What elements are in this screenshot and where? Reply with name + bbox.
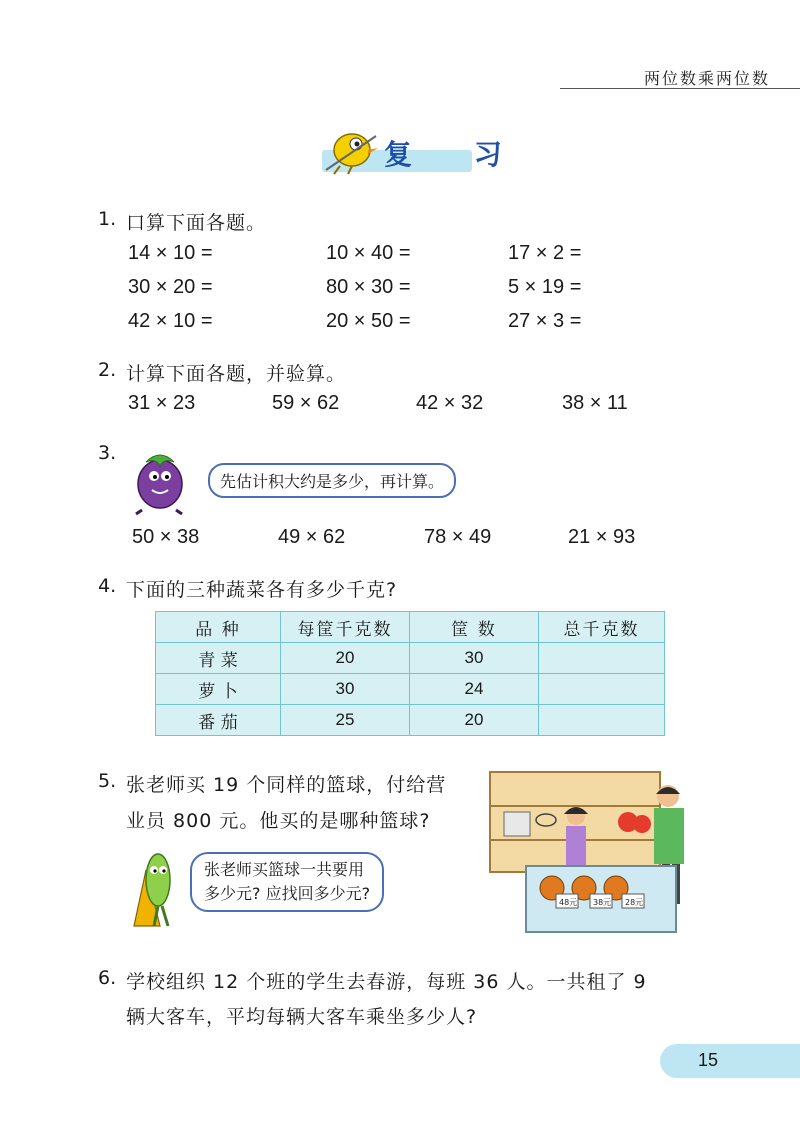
q5-number: 5. [98,770,117,792]
q1-expr: 5 × 19 = [508,276,582,298]
q1-text: 口算下面各题。 [126,212,267,234]
table-cell: 25 [281,705,410,736]
q6-line1: 学校组织 12 个班的学生去春游，每班 36 人。一共租了 9 [126,971,647,993]
pea-pod-mascot-icon [124,840,184,930]
q4-number: 4. [98,575,117,597]
q3-expr: 50 × 38 [132,526,200,548]
q4-text: 下面的三种蔬菜各有多少千克? [126,579,398,601]
page-number: 15 [698,1050,719,1070]
q5-hint-line2: 多少元? 应找回多少元? [204,884,371,903]
table-row [156,705,665,736]
price-tag-48: 48元 [559,898,578,907]
q5-hint-line1: 张老师买篮球一共要用 [204,860,365,879]
table-cell [539,643,665,674]
q2-number: 2. [98,359,117,381]
q1-expr: 17 × 2 = [508,242,582,264]
q2-expr: 42 × 32 [416,392,484,414]
table-header: 每筐千克数 [281,612,410,643]
table-cell: 30 [281,674,410,705]
q5-line2: 业员 800 元。他买的是哪种篮球? [126,810,431,832]
q3-expr: 21 × 93 [568,526,636,548]
q1-number: 1. [98,208,117,230]
price-tag-28: 28元 [625,898,644,907]
table-cell: 青 菜 [156,643,281,674]
q3-expr: 78 × 49 [424,526,492,548]
table-header: 品 种 [156,612,281,643]
table-cell: 30 [410,643,539,674]
chapter-title: 两位数乘两位数 [643,69,770,88]
table-header-row [156,612,665,643]
table-row [156,674,665,705]
q3-expr: 49 × 62 [278,526,346,548]
q1-expr: 42 × 10 = [128,310,213,332]
table-cell [539,705,665,736]
eggplant-mascot-icon [124,436,194,516]
q5-line1: 张老师买 19 个同样的篮球，付给营 [126,774,447,796]
q3-hint-bubble [208,463,456,498]
q2-text: 计算下面各题，并验算。 [126,363,347,385]
q1-expr: 80 × 30 = [326,276,411,298]
q2-expr: 38 × 11 [562,392,628,414]
q3-number: 3. [98,442,117,464]
table-row [156,643,665,674]
price-tag-38: 38元 [593,898,612,907]
q5-hint-bubble [190,852,384,912]
q2-expr: 31 × 23 [128,392,196,414]
chick-mascot-icon [318,126,382,176]
page-number-tab [660,1044,800,1078]
q1-expr: 30 × 20 = [128,276,213,298]
table-cell: 20 [410,705,539,736]
vegetable-table [155,611,665,736]
table-header: 筐 数 [410,612,539,643]
q6-number: 6. [98,967,117,989]
table-header: 总千克数 [539,612,665,643]
basketball-shop-illustration [486,766,714,938]
table-cell: 24 [410,674,539,705]
table-cell [539,674,665,705]
table-cell: 萝 卜 [156,674,281,705]
q1-expr: 10 × 40 = [326,242,411,264]
q1-expr: 20 × 50 = [326,310,411,332]
table-cell: 20 [281,643,410,674]
q1-expr: 27 × 3 = [508,310,582,332]
q1-expr: 14 × 10 = [128,242,213,264]
q6-line2: 辆大客车，平均每辆大客车乘坐多少人? [126,1006,478,1028]
page-title: 复 习 [384,138,528,171]
header-rule [560,88,800,89]
q2-expr: 59 × 62 [272,392,340,414]
table-cell: 番 茄 [156,705,281,736]
q3-hint-text: 先估计积大约是多少，再计算。 [220,472,445,491]
